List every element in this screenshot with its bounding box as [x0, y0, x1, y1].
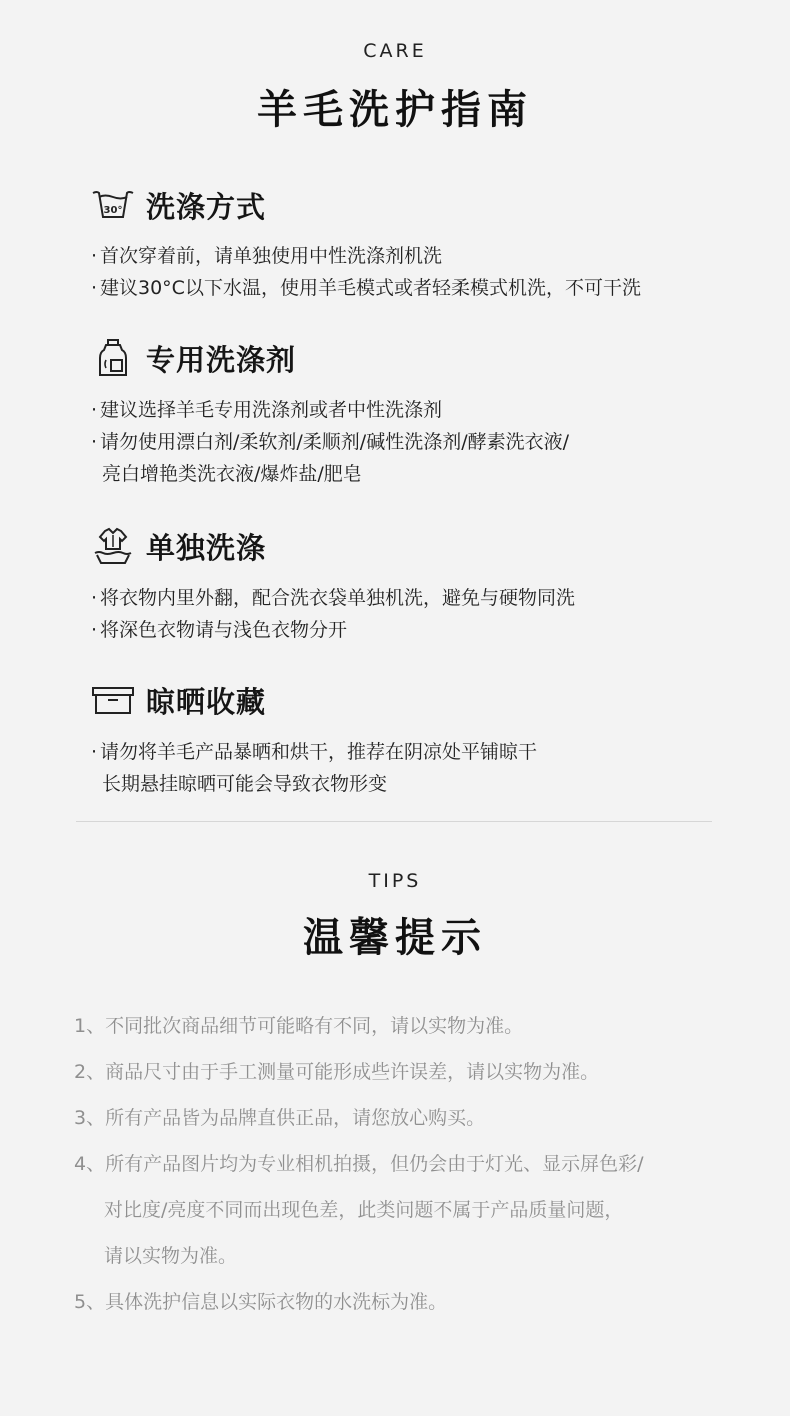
list-item: · 建议选择羊毛专用洗涤剂或者中性洗涤剂 — [90, 399, 443, 421]
care-title: 羊毛洗护指南 — [257, 87, 533, 133]
list-item: 长期悬挂晾晒可能会导致衣物形变 — [102, 773, 388, 795]
tip-item: 1、不同批次商品细节可能略有不同，请以实物为准。 — [74, 1015, 524, 1037]
tips-eyebrow: TIPS — [368, 870, 422, 892]
section-detergent — [88, 338, 296, 378]
tip-item: 请以实物为准。 — [104, 1245, 238, 1267]
tip-item: 对比度/亮度不同而出现色差，此类问题不属于产品质量问题， — [104, 1199, 624, 1221]
section-wash-method — [88, 185, 266, 225]
section-heading: 洗涤方式 — [146, 189, 267, 224]
tips-list — [74, 1003, 644, 1325]
section-divider — [76, 821, 712, 822]
svg-text:30°: 30° — [103, 205, 123, 216]
section-heading: 晾晒收藏 — [146, 684, 267, 719]
section-detergent-list — [88, 394, 569, 490]
list-item: · 将深色衣物请与浅色衣物分开 — [90, 619, 348, 641]
storage-box-icon — [88, 680, 138, 720]
section-wash-method-list — [88, 240, 641, 304]
list-item: · 将衣物内里外翻，配合洗衣袋单独机洗，避免与硬物同洗 — [90, 587, 576, 609]
detergent-bottle-icon — [88, 338, 138, 378]
section-wash-separately — [88, 526, 266, 566]
wash-30-icon — [88, 185, 138, 225]
wash-separately-icon — [88, 526, 138, 566]
tip-item: 5、具体洗护信息以实际衣物的水洗标为准。 — [74, 1291, 448, 1313]
list-item: 亮白增艳类洗衣液/爆炸盐/肥皂 — [102, 463, 362, 485]
tip-item: 2、商品尺寸由于手工测量可能形成些许误差，请以实物为准。 — [74, 1061, 600, 1083]
section-dry-storage — [88, 680, 266, 720]
tips-title: 温馨提示 — [303, 915, 487, 961]
list-item: · 首次穿着前，请单独使用中性洗涤剂机洗 — [90, 245, 443, 267]
tip-item: 3、所有产品皆为品牌直供正品，请您放心购买。 — [74, 1107, 486, 1129]
section-heading: 专用洗涤剂 — [146, 342, 297, 377]
list-item: · 请勿将羊毛产品暴晒和烘干，推荐在阴凉处平铺晾干 — [90, 741, 538, 763]
care-eyebrow: CARE — [363, 40, 427, 62]
section-wash-separately-list — [88, 582, 575, 646]
list-item: · 请勿使用漂白剂/柔软剂/柔顺剂/碱性洗涤剂/酵素洗衣液/ — [90, 431, 570, 453]
list-item: · 建议30°C以下水温，使用羊毛模式或者轻柔模式机洗，不可干洗 — [90, 277, 641, 299]
section-dry-storage-list — [88, 736, 537, 800]
section-heading: 单独洗涤 — [146, 530, 267, 565]
tip-item: 4、所有产品图片均为专业相机拍摄，但仍会由于灯光、显示屏色彩/ — [74, 1153, 644, 1175]
